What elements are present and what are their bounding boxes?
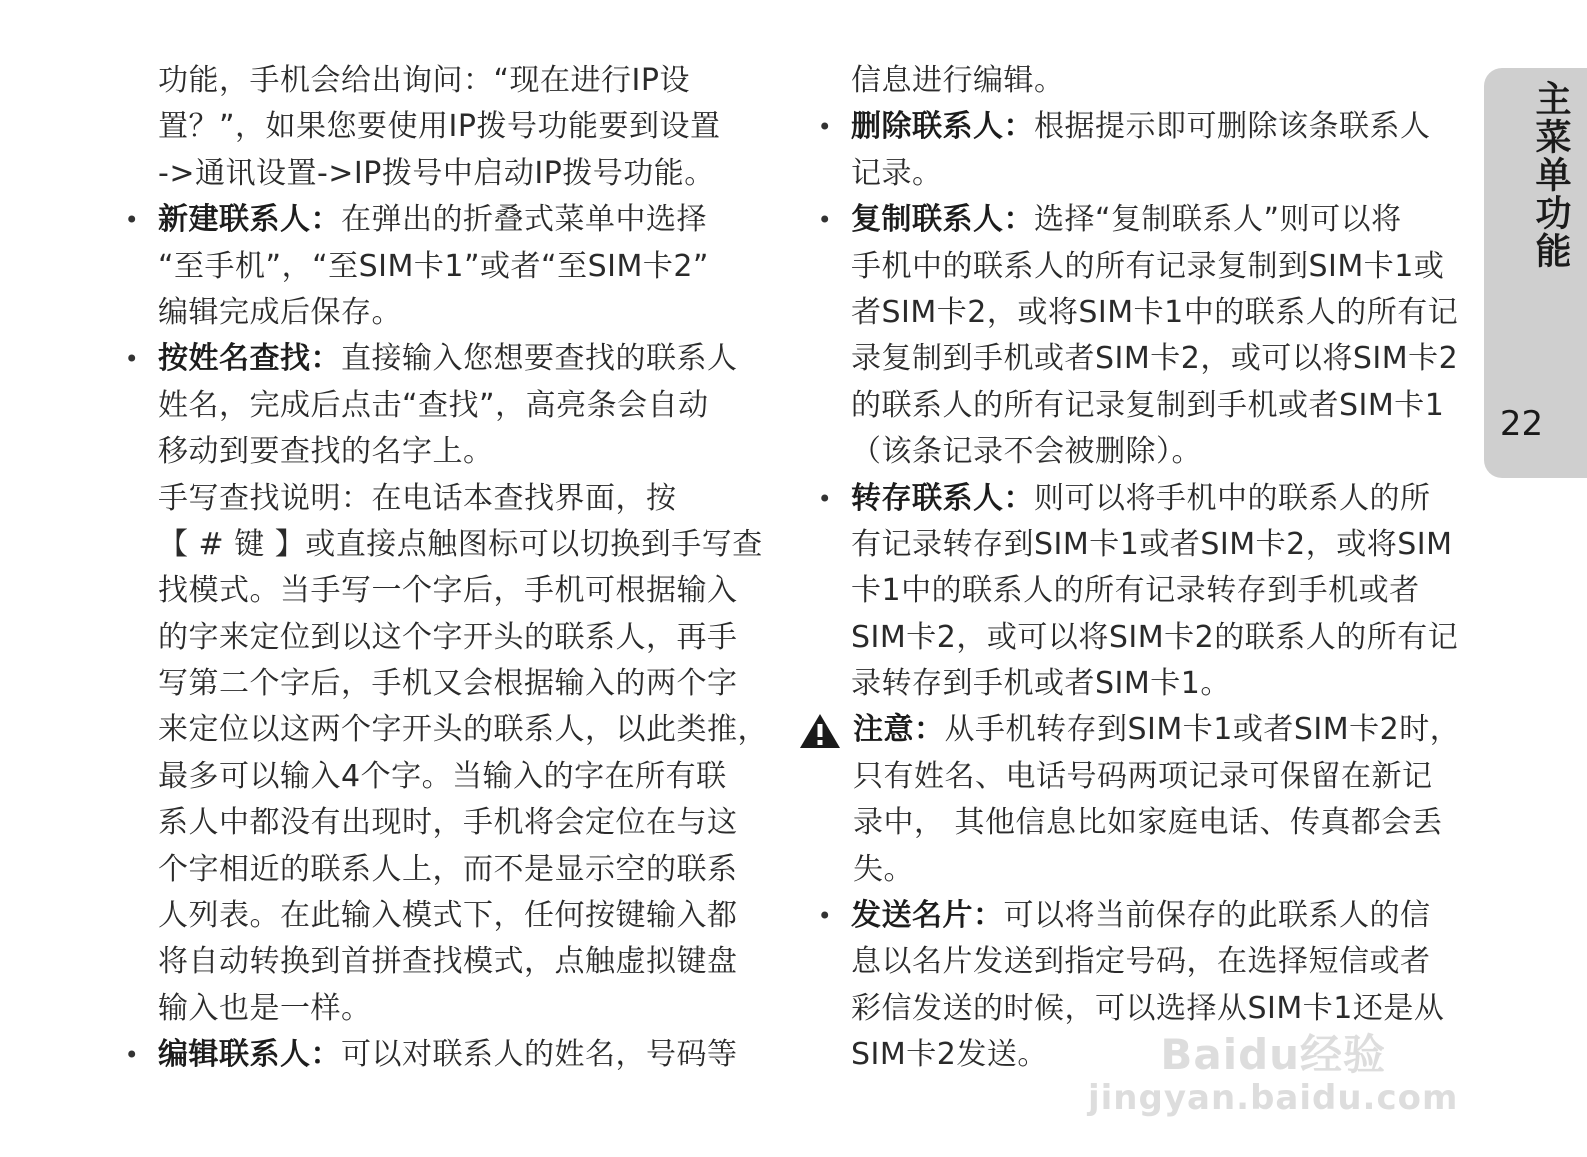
text-line: ->通讯设置->IP拨号中启动IP拨号功能。 [158,155,715,191]
list-item-delete-contact [815,104,1475,150]
list-item-save-contact [815,476,1475,522]
text-line: “至手机”，“至SIM卡1”或者“至SIM卡2” [158,248,709,284]
text-line: （该条记录不会被删除）。 [851,434,1202,470]
list-item-send-card [815,893,1475,939]
text-line: 选择“复制联系人”则可以将 [1034,202,1402,238]
text-line: 【 # 键 】或直接点触图标可以切换到手写查 [158,526,763,562]
text-line: 卡1中的联系人的所有记录转存到手机或者 [851,573,1420,609]
section-title: 主菜单功能 [1530,80,1571,270]
term-note: 注意： [853,712,945,748]
bullet: • [124,345,140,374]
list-item-new-contact [122,197,782,243]
watermark [1088,1022,1458,1118]
text-line: 彩信发送的时候，可以选择从SIM卡1还是从 [851,990,1445,1026]
text-line: 找模式。当手写一个字后，手机可根据输入 [158,573,738,609]
term-send-card: 发送名片： [851,898,1004,934]
note-block [815,707,1475,753]
bullet: • [124,1041,140,1070]
text-line: 失。 [853,851,914,887]
term-edit-contact: 编辑联系人： [158,1037,341,1073]
text-line: 从手机转存到SIM卡1或者SIM卡2时， [944,712,1461,748]
text-line: 置？”，如果您要使用IP拨号功能要到设置 [158,109,721,145]
page-number: 22 [1499,404,1544,444]
text-line: 根据提示即可删除该条联系人 [1034,109,1431,145]
text-line: 者SIM卡2，或将SIM卡1中的联系人的所有记 [851,294,1459,330]
text-line: 最多可以输入4个字。当输入的字在所有联 [158,758,727,794]
text-line: SIM卡2发送。 [851,1037,1048,1073]
bullet: • [124,206,140,235]
term-new-contact: 新建联系人： [158,202,341,238]
bullet: • [817,206,833,235]
list-item-copy-contact [815,197,1475,243]
term-copy-contact: 复制联系人： [851,202,1034,238]
watermark-url: jingyan.baidu.com [1088,1078,1459,1118]
term-save-contact: 转存联系人： [851,480,1034,516]
text-line: 手写查找说明：在电话本查找界面，按 [158,480,677,516]
term-find-by-name: 按姓名查找： [158,341,341,377]
text-line: 直接输入您想要查找的联系人 [341,341,738,377]
text-line: 编辑完成后保存。 [158,294,402,330]
left-column [122,58,782,1079]
text-line: 将自动转换到首拼查找模式，点触虚拟键盘 [158,944,738,980]
text-line: 输入也是一样。 [158,990,372,1026]
text-line: 则可以将手机中的联系人的所 [1034,480,1431,516]
text-line: 的字来定位到以这个字开头的联系人，再手 [158,619,738,655]
text-line: 手机中的联系人的所有记录复制到SIM卡1或 [851,248,1445,284]
text-line: 有记录转存到SIM卡1或者SIM卡2，或将SIM [851,526,1453,562]
text-line: 的联系人的所有记录复制到手机或者SIM卡1 [851,387,1445,423]
watermark-logo-text: Baidu经验 [1160,1030,1387,1079]
text-line: 可以将当前保存的此联系人的信 [1003,898,1431,934]
bullet: • [817,484,833,513]
text-line: 个字相近的联系人上，而不是显示空的联系 [158,851,738,887]
text-line: 录转存到手机或者SIM卡1。 [851,666,1231,702]
text-line: 息以名片发送到指定号码，在选择短信或者 [851,944,1431,980]
text-line: 信息进行编辑。 [851,63,1065,98]
right-column [815,58,1475,1079]
text-line: 姓名，完成后点击“查找”，高亮条会自动 [158,387,709,423]
list-item-edit-contact [122,1032,782,1078]
text-line: 在弹出的折叠式菜单中选择 [341,202,707,238]
text-line: 记录。 [851,155,943,191]
warning-icon [799,713,841,749]
text-line: 系人中都没有出现时，手机将会定位在与这 [158,805,738,841]
list-item-find-by-name [122,336,782,382]
text-line: SIM卡2，或可以将SIM卡2的联系人的所有记 [851,619,1459,655]
text-line: 可以对联系人的姓名，号码等 [341,1037,738,1073]
text-line: 写第二个字后，手机又会根据输入的两个字 [158,666,738,702]
text-line: 只有姓名、电话号码两项记录可保留在新记 [853,758,1433,794]
text-line: 移动到要查找的名字上。 [158,434,494,470]
bullet: • [817,902,833,931]
text-line: 人列表。在此输入模式下，任何按键输入都 [158,898,738,934]
term-delete-contact: 删除联系人： [851,109,1034,145]
text-line: 来定位以这两个字开头的联系人，以此类推， [158,712,768,748]
text-line: 功能，手机会给出询问：“现在进行IP设 [158,63,690,98]
bullet: • [817,113,833,142]
text-line: 录中， 其他信息比如家庭电话、传真都会丢 [853,805,1443,841]
text-line: 录复制到手机或者SIM卡2，或可以将SIM卡2 [851,341,1459,377]
